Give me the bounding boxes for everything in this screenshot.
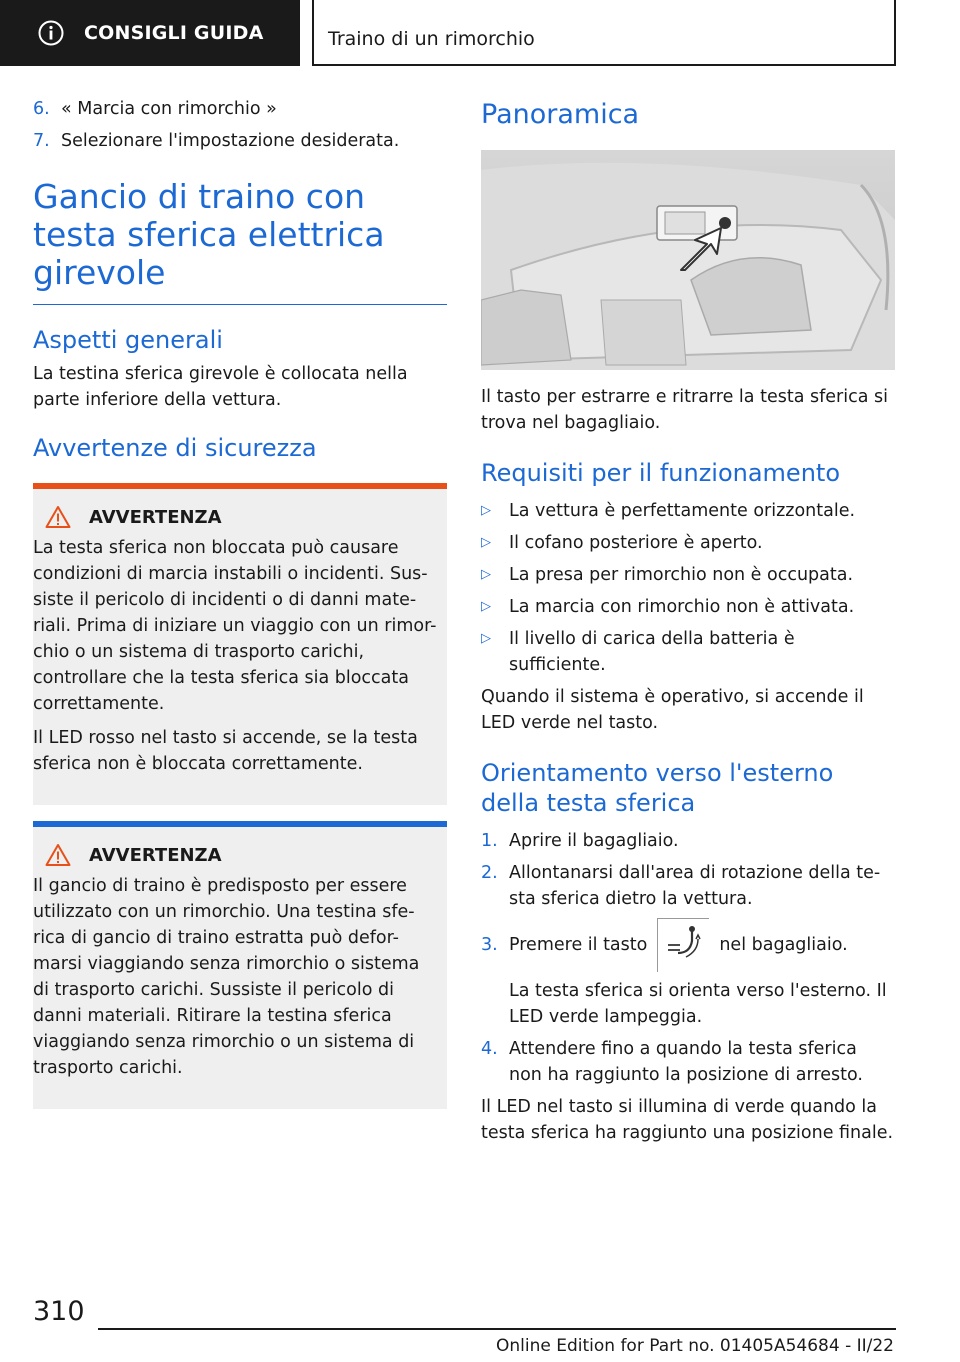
- warning-header: [33, 843, 447, 867]
- step-text: Premere il tasto: [509, 935, 648, 955]
- right-column: [481, 96, 895, 1146]
- warning-title: AVVERTENZA: [89, 506, 222, 528]
- chapter-title: Traino di un rimorchio: [328, 28, 535, 50]
- step-text: Selezionare l'impostazione desiderata.: [61, 131, 400, 151]
- list-item: ▷ La presa per rimorchio non è occupata.: [481, 562, 895, 588]
- warning-box-1: [33, 483, 447, 805]
- section-tab: [0, 0, 300, 66]
- step-text: Allontanarsi dall'area di rotazione della te- sta sferica dietro la vettura.: [509, 863, 881, 909]
- page-number: 310: [33, 1296, 85, 1327]
- warning-text: La testa sferica non bloccata può causare condizioni di marcia instabili o incidenti. Sus- siste il pericolo di incidenti o di danni mate- riali. Prima di iniziare un viaggio con un rimor- chio o un sistema di trasporto carichi, controllare che la testa sferica sia bloccata correttamente.: [33, 538, 437, 714]
- requirements-heading: Requisiti per il funzionamento: [481, 459, 841, 487]
- page-header: [0, 0, 960, 66]
- warning-title: AVVERTENZA: [89, 844, 222, 866]
- step-4: [481, 1036, 895, 1088]
- general-heading: Aspetti generali: [33, 326, 223, 354]
- list-item: ▷ La marcia con rimorchio non è attivata.: [481, 594, 895, 620]
- list-item: ▷ La vettura è perfettamente orizzontale.: [481, 498, 895, 524]
- step-7: [33, 128, 447, 154]
- overview-heading: Panoramica: [481, 99, 640, 130]
- list-item: ▷ Il cofano posteriore è aperto.: [481, 530, 895, 556]
- step-number: 6.: [33, 99, 50, 119]
- list-item: ▷ Il livello di carica della batteria è sufficiente.: [481, 626, 895, 678]
- step-number: 1.: [481, 831, 498, 851]
- info-icon: [38, 20, 64, 46]
- orientation-heading: Orientamento verso l'esterno della testa sferica: [481, 759, 834, 817]
- step-number: 3.: [481, 935, 498, 955]
- step-text: Attendere fino a quando la testa sferica non ha raggiunto la posizione di arresto.: [509, 1039, 863, 1085]
- trunk-photo: [481, 150, 895, 370]
- warning-text: Il LED rosso nel tasto si accende, se la testa sferica non è bloccata correttamente.: [33, 728, 418, 774]
- trunk-illustration: [481, 150, 895, 370]
- bullet-triangle-icon: ▷: [481, 535, 491, 550]
- warning-triangle-icon: [45, 505, 71, 529]
- tow-hitch-button-icon: [657, 918, 709, 972]
- step-1: [481, 828, 895, 854]
- warning-text: Il gancio di traino è predisposto per essere utilizzato con un rimorchio. Una testina sfe- rica di gancio di traino estratta può defor- marsi viaggiando senza rimorchio o sistema di trasporto carichi. Sussiste il pericolo di danni materiali. Ritirare la testina sferica viaggiando senza rimorchio o un sistema di trasporto carichi.: [33, 876, 420, 1078]
- section-heading: Gancio di traino con testa sferica elettrica girevole: [33, 178, 447, 305]
- bullet-triangle-icon: ▷: [481, 631, 491, 646]
- step-number: 7.: [33, 131, 50, 151]
- step-6: [33, 96, 447, 122]
- requirements-list: [481, 498, 895, 678]
- bullet-triangle-icon: ▷: [481, 503, 491, 518]
- step-text: Aprire il bagagliaio.: [509, 831, 679, 851]
- step-2: [481, 860, 895, 912]
- warning-triangle-icon: [45, 843, 71, 867]
- requirements-note: Quando il sistema è operativo, si accende il LED verde nel tasto.: [481, 687, 864, 733]
- bullet-triangle-icon: ▷: [481, 599, 491, 614]
- step-text: « Marcia con rimorchio »: [61, 99, 277, 119]
- overview-text: Il tasto per estrarre e ritrarre la testa sferica si trova nel bagagliaio.: [481, 387, 888, 433]
- bullet-triangle-icon: ▷: [481, 567, 491, 582]
- safety-heading: Avvertenze di sicurezza: [33, 434, 317, 462]
- orientation-note: Il LED nel tasto si illumina di verde quando la testa sferica ha raggiunto una posizione finale.: [481, 1097, 894, 1143]
- chapter-box: [312, 0, 896, 66]
- footer-divider: [98, 1328, 896, 1330]
- edition-text: Online Edition for Part no. 01405A54684 - II/22: [495, 1336, 894, 1356]
- section-title: CONSIGLI GUIDA: [84, 22, 264, 44]
- step-3-result: La testa sferica si orienta verso l'esterno. Il LED verde lampeggia.: [509, 981, 887, 1027]
- step-number: 4.: [481, 1039, 498, 1059]
- general-text: La testina sferica girevole è collocata nella parte inferiore della vettura.: [33, 364, 408, 410]
- warning-box-2: [33, 821, 447, 1109]
- warning-header: [33, 505, 447, 529]
- step-text: nel bagagliaio.: [719, 935, 848, 955]
- orientation-steps: [481, 828, 895, 1088]
- step-3: [481, 918, 895, 972]
- left-column: [33, 96, 447, 1109]
- step-number: 2.: [481, 863, 498, 883]
